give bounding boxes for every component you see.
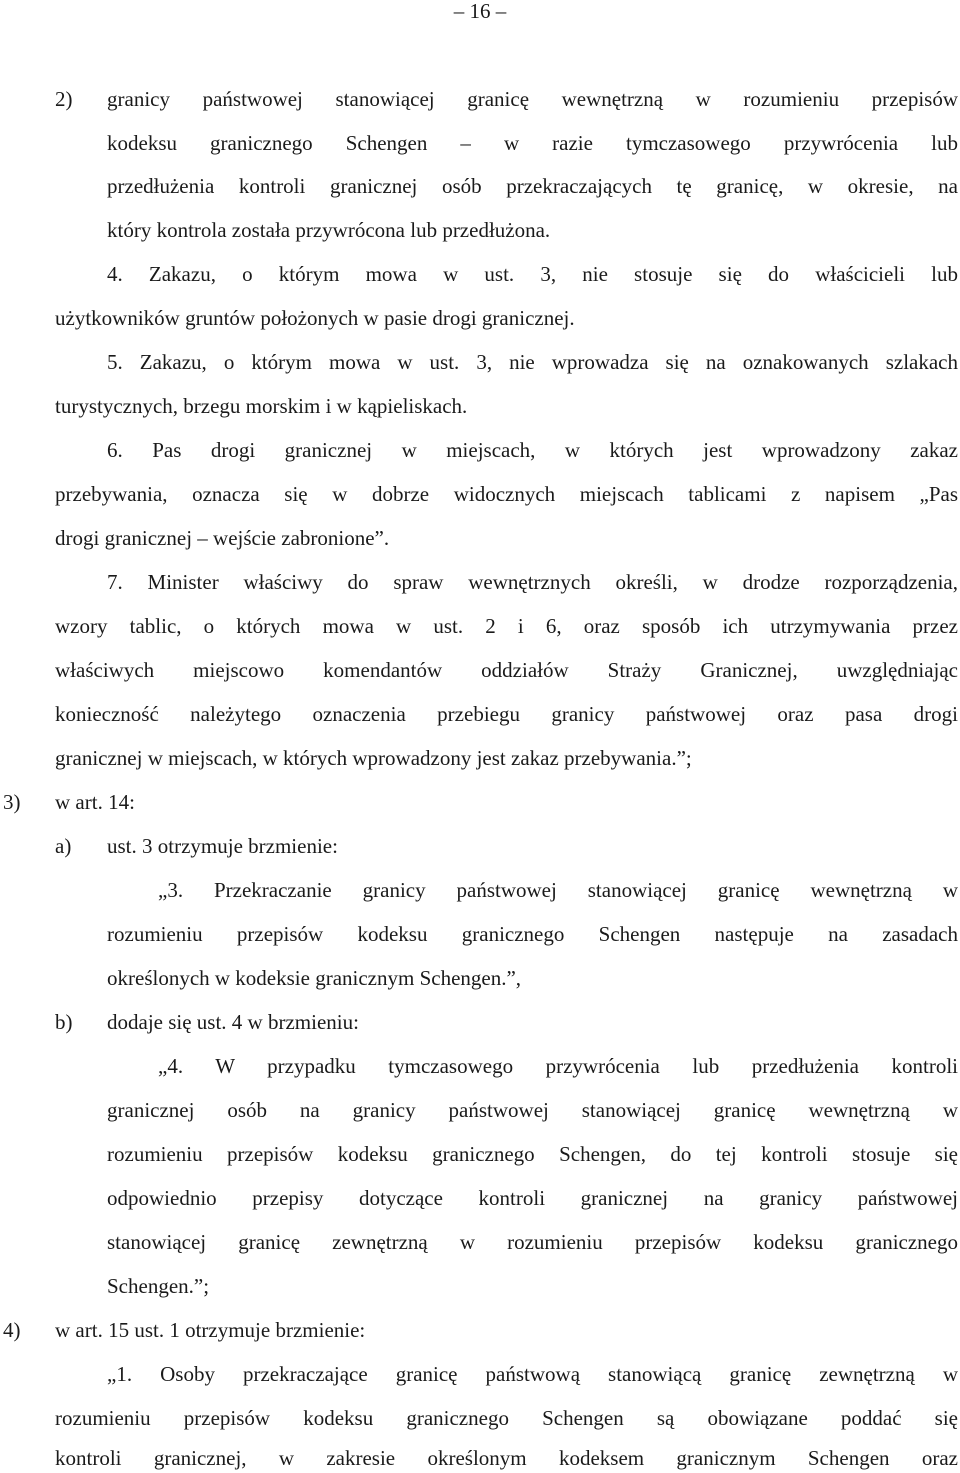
paragraph-4-line-2: użytkowników gruntów położonych w pasie drogi granicznej. [55,306,575,330]
item-3a-quote-line-2: rozumieniu przepisów kodeksu granicznego Schengen następuje na zasadach [107,922,958,946]
item-4-quote-line-3: kontroli granicznej, w zakresie określonym kodeksem granicznym Schengen oraz [55,1446,958,1470]
item-3a-quote-line-1: „3. Przekraczanie granicy państwowej stanowiącej granicę wewnętrzną w [158,878,958,902]
item-2-line-2: kodeksu granicznego Schengen – w razie tymczasowego przywrócenia lub [107,131,958,155]
item-3b-quote-line-5: stanowiącej granicę zewnętrzną w rozumieniu przepisów kodeksu granicznego [107,1230,958,1254]
item-3-number: 3) [3,790,21,814]
paragraph-7-line-3: właściwych miejscowo komendantów oddziałów Straży Granicznej, uwzględniając [55,658,958,682]
item-4-quote-line-2: rozumieniu przepisów kodeksu granicznego Schengen są obowiązane poddać się [55,1406,958,1430]
paragraph-6-line-2: przebywania, oznacza się w dobrze widocznych miejscach tablicami z napisem „Pas [55,482,958,506]
paragraph-7-line-1: 7. Minister właściwy do spraw wewnętrznych określi, w drodze rozporządzenia, [107,570,958,594]
paragraph-7-line-4: konieczność należytego oznaczenia przebiegu granicy państwowej oraz pasa drogi [55,702,958,726]
item-3b-text: dodaje się ust. 4 w brzmieniu: [107,1010,359,1034]
paragraph-7-line-5: granicznej w miejscach, w których wprowadzony jest zakaz przebywania.”; [55,746,692,770]
paragraph-4-line-1: 4. Zakazu, o którym mowa w ust. 3, nie stosuje się do właścicieli lub [107,262,958,286]
item-3b-letter: b) [55,1010,73,1034]
paragraph-6-line-1: 6. Pas drogi granicznej w miejscach, w których jest wprowadzony zakaz [107,438,958,462]
item-2-line-1: granicy państwowej stanowiącej granicę wewnętrzną w rozumieniu przepisów [107,87,958,111]
paragraph-5-line-2: turystycznych, brzegu morskim i w kąpieliskach. [55,394,468,418]
item-3a-text: ust. 3 otrzymuje brzmienie: [107,834,338,858]
item-3b-quote-line-6: Schengen.”; [107,1274,210,1298]
item-4-text: w art. 15 ust. 1 otrzymuje brzmienie: [55,1318,366,1342]
item-3b-quote-line-2: granicznej osób na granicy państwowej stanowiącej granicę wewnętrzną w [107,1098,958,1122]
page-number: – 16 – [453,0,507,23]
paragraph-6-line-3: drogi granicznej – wejście zabronione”. [55,526,390,550]
item-3b-quote-line-3: rozumieniu przepisów kodeksu granicznego Schengen, do tej kontroli stosuje się [107,1142,958,1166]
paragraph-5-line-1: 5. Zakazu, o którym mowa w ust. 3, nie wprowadza się na oznakowanych szlakach [107,350,958,374]
item-2-number: 2) [55,87,73,111]
paragraph-7-line-2: wzory tablic, o których mowa w ust. 2 i 6, oraz sposób ich utrzymywania przez [55,614,958,638]
item-4-quote-line-1: „1. Osoby przekraczające granicę państwową stanowiącą granicę zewnętrzną w [107,1362,958,1386]
item-2-line-4: który kontrola została przywrócona lub przedłużona. [107,218,551,242]
item-3b-quote-line-1: „4. W przypadku tymczasowego przywrócenia lub przedłużenia kontroli [158,1054,958,1078]
item-2-line-3: przedłużenia kontroli granicznej osób przekraczających tę granicę, w okresie, na [107,174,958,198]
item-3a-quote-line-3: określonych w kodeksie granicznym Schengen.”, [107,966,522,990]
item-3b-quote-line-4: odpowiednio przepisy dotyczące kontroli granicznej na granicy państwowej [107,1186,958,1210]
item-3-text: w art. 14: [55,790,135,814]
item-4-number: 4) [3,1318,21,1342]
item-3a-letter: a) [55,834,72,858]
